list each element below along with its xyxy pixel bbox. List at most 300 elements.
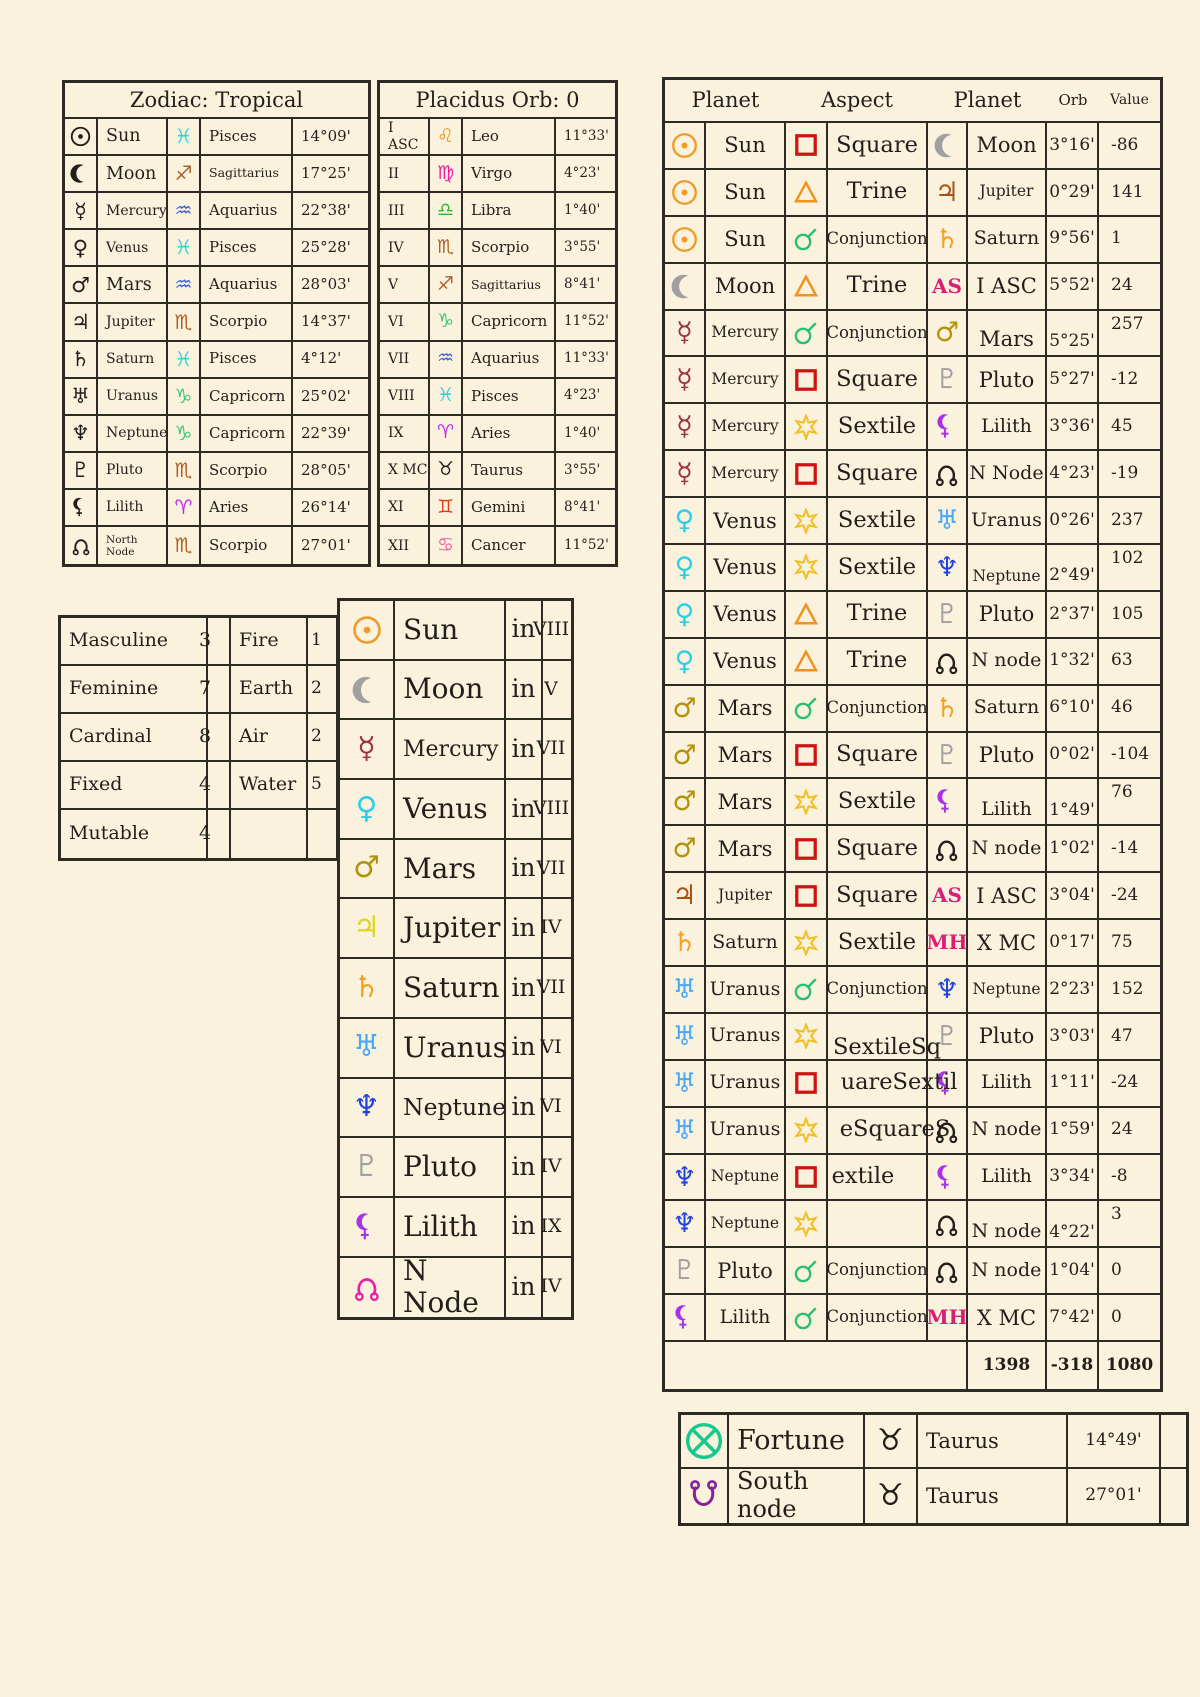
aspect-p1-name-cell: [706, 779, 786, 826]
venus-icon: ♀: [674, 645, 695, 677]
aspect-p2-glyph-cell: [928, 451, 968, 498]
house-numeral-label: VIII: [532, 617, 570, 640]
mars-icon: ♂: [672, 692, 697, 724]
planet-name-label: N node: [971, 1219, 1042, 1242]
planet-name-label: Uranus: [106, 388, 159, 405]
aspect-p2-glyph-cell: [928, 733, 968, 780]
planet-name-label: Lilith: [981, 1165, 1032, 1188]
uranus-icon: ♅: [672, 1114, 697, 1146]
planet-name-label: Lilith: [981, 797, 1032, 820]
house-label: XI: [388, 499, 404, 516]
aspect-p2-glyph-cell: [928, 1295, 968, 1342]
planet-name-label: N Node: [969, 461, 1044, 484]
aspect-p1-name-cell: [706, 311, 786, 358]
planet-name-label: Moon: [976, 133, 1037, 158]
degree-label: 17°25': [301, 164, 351, 183]
neptune-icon: ♆: [672, 1161, 697, 1193]
aspect-value-cell: [1099, 357, 1160, 404]
square-icon: [793, 461, 819, 487]
zodiac-degree-cell: [293, 379, 368, 416]
element-label-cell: [231, 810, 308, 858]
aspect-label: Square: [836, 881, 918, 908]
element-label-cell: [231, 666, 308, 714]
sign-name-label: Leo: [471, 126, 499, 145]
aspect-label: Trine: [846, 178, 908, 205]
aspect-orb-cell: [1047, 217, 1099, 264]
aspect-icon-cell: [786, 920, 828, 967]
trine-icon: [793, 601, 819, 627]
aspect-value-cell: [1099, 920, 1160, 967]
neptune-icon: ♆: [934, 551, 960, 583]
sextile-icon: [793, 1117, 819, 1143]
zodiac-title-label: Zodiac: Tropical: [129, 87, 304, 112]
house-sign-glyph-cell: [430, 453, 463, 490]
point-name-cell: [729, 1469, 865, 1523]
element-count: 2: [311, 726, 322, 747]
placement-planet-name-cell: [395, 1138, 506, 1198]
aspect-p2-name-cell: [968, 170, 1047, 217]
scorpio-icon: ♏: [174, 309, 193, 334]
aspect-icon-cell: [786, 873, 828, 920]
aspect-label: Square: [836, 131, 918, 158]
degree-label: 4°23': [564, 164, 601, 181]
degree-label: 22°38': [301, 201, 351, 220]
aspect-orb-cell: [1047, 1201, 1099, 1248]
placement-house-cell: [540, 899, 571, 959]
aspect-label: Trine: [846, 272, 908, 299]
zodiac-planet-name-cell: [98, 453, 168, 490]
aspect-p1-glyph-cell: [665, 1295, 706, 1342]
modality-count-cell: [199, 714, 231, 762]
modality-count-cell: [199, 762, 231, 810]
placement-house-cell: [532, 601, 571, 661]
in-label: in: [511, 1211, 536, 1241]
aspect-name-cell: [828, 1248, 928, 1295]
house-degree-cell: [556, 304, 615, 341]
modality-count-cell: [199, 810, 231, 858]
planet-name-label: Sun: [724, 180, 766, 205]
zodiac-sign-name-cell: [201, 156, 293, 193]
sextile-icon: [793, 1023, 819, 1049]
jupiter-icon: ♃: [353, 910, 380, 946]
pisces-icon: ♓: [174, 124, 193, 149]
placidus-houses-table: [377, 80, 618, 567]
leo-icon: ♌: [436, 124, 455, 147]
aspect-label: extile: [831, 1163, 895, 1190]
house-sign-glyph-cell: [430, 379, 463, 416]
square-icon: [793, 132, 819, 158]
aspect-icon-cell: [786, 639, 828, 686]
degree-label: 27°01': [1085, 1485, 1142, 1506]
planet-name-label: Neptune: [710, 1167, 780, 1186]
placement-glyph-cell: [340, 601, 395, 661]
aspect-label: Conjunction: [826, 1260, 928, 1280]
zodiac-sign-name-cell: [201, 119, 293, 156]
point-sign-glyph-cell: [865, 1415, 918, 1469]
lilith-icon: [675, 1304, 694, 1331]
aspect-label: Sextile: [837, 553, 917, 580]
aspect-value-cell: [1099, 1108, 1160, 1155]
aspect-value: 47: [1111, 1025, 1133, 1046]
aspect-orb-cell: [1047, 404, 1099, 451]
pluto-icon: ♇: [71, 458, 90, 483]
fortune-southnode-table: [678, 1412, 1189, 1526]
sun-icon: [671, 226, 698, 253]
aspect-p2-glyph-cell: [928, 404, 968, 451]
aspect-icon-cell: [786, 592, 828, 639]
sign-name-label: Aquarius: [471, 349, 540, 368]
degree-label: 28°05': [301, 460, 351, 479]
aspect-name-cell: [828, 592, 928, 639]
point-name-label: South node: [737, 1467, 809, 1523]
planet-name-label: N node: [971, 1258, 1042, 1281]
aspect-p2-name-cell: [968, 1201, 1047, 1248]
zodiac-sign-glyph-cell: [168, 156, 201, 193]
placement-planet-name-cell: [395, 661, 506, 721]
planet-name-label: Mars: [717, 836, 773, 861]
conjunction-icon: [793, 226, 819, 252]
aspect-label: Square: [836, 459, 918, 486]
point-sign-name-cell: [918, 1469, 1068, 1523]
degree-label: 8°41': [564, 498, 601, 515]
planet-name-label: Jupiter: [979, 182, 1034, 201]
house-degree-cell: [556, 453, 615, 490]
orb-value: 0°29': [1049, 181, 1095, 202]
aspect-value-cell: [1099, 545, 1160, 592]
lilith-icon: [356, 1212, 377, 1242]
aspect-p1-glyph-cell: [665, 264, 706, 311]
virgo-icon: ♍: [436, 161, 455, 184]
venus-icon: ♀: [674, 598, 695, 630]
zodiac-planet-name-cell: [98, 230, 168, 267]
planet-name-label: Mercury: [711, 463, 779, 482]
libra-icon: ♎: [436, 198, 455, 221]
zodiac-planet-glyph-cell: [65, 230, 98, 267]
planet-name-label: North Node: [106, 533, 138, 558]
degree-label: 4°12': [301, 349, 342, 368]
zodiac-sign-glyph-cell: [168, 267, 201, 304]
aspect-name-cell: [828, 826, 928, 873]
in-label: in: [511, 674, 536, 704]
zodiac-sign-name-cell: [201, 193, 293, 230]
sextile-icon: [793, 508, 819, 534]
pisces-icon: ♓: [174, 235, 193, 260]
cancer-icon: ♋: [436, 533, 455, 556]
planet-name-label: Venus: [713, 508, 777, 533]
jupiter-icon: ♃: [71, 309, 90, 334]
aspect-p2-glyph-cell: [928, 920, 968, 967]
aspect-orb-cell: [1047, 1061, 1099, 1108]
house-numeral-label: VII: [536, 856, 566, 879]
aspect-label: Square: [836, 834, 918, 861]
placement-planet-name-cell: [395, 1019, 506, 1079]
degree-label: 25°02': [301, 386, 351, 405]
aspect-p1-glyph-cell: [665, 311, 706, 358]
degree-label: 1°40': [564, 201, 601, 218]
sign-name-label: Taurus: [471, 460, 523, 479]
aspect-p2-name-cell: [968, 826, 1047, 873]
sun-icon: [671, 179, 698, 206]
zodiac-degree-cell: [293, 193, 368, 230]
mercury-icon: ☿: [676, 458, 693, 490]
placement-planet-name-cell: [395, 1254, 506, 1320]
aspect-name-cell: [828, 920, 928, 967]
aspects-header-planet1: [665, 80, 786, 123]
aspect-value-cell: [1099, 826, 1160, 873]
aspect-p1-glyph-cell: [665, 592, 706, 639]
orb-value: 0°02': [1049, 744, 1095, 765]
degree-label: 1°40': [564, 424, 601, 441]
uranus-icon: ♅: [934, 505, 960, 537]
orb-value: 1°04': [1049, 1260, 1095, 1281]
planet-name-label: Sun: [724, 133, 766, 158]
orb-value: 5°27': [1049, 369, 1095, 390]
sextile-icon: [793, 930, 819, 956]
aspect-name-cell: [828, 686, 928, 733]
planet-name-label: I ASC: [976, 274, 1037, 299]
degree-label: 11°33': [564, 350, 609, 367]
aquarius-icon: ♒: [436, 347, 455, 370]
jupiter-icon: ♃: [672, 880, 697, 912]
orb-value: 2°49': [1049, 565, 1095, 586]
house-numeral-label: VII: [536, 976, 566, 999]
in-label: in: [511, 1272, 536, 1302]
house-sign-name-cell: [463, 416, 556, 453]
orb-value: 3°04': [1049, 884, 1095, 905]
zodiac-planet-name-cell: [98, 527, 168, 564]
aspect-value-cell: [1099, 873, 1160, 920]
aspect-name-cell: [828, 1201, 928, 1248]
zodiac-planet-glyph-cell: [65, 342, 98, 379]
aspect-value: 152: [1111, 978, 1144, 999]
aspect-p2-glyph-cell: [928, 592, 968, 639]
house-degree-cell: [556, 527, 615, 564]
lilith-icon: [937, 413, 956, 440]
sign-name-label: Capricorn: [209, 423, 286, 442]
n-node-icon: [935, 460, 958, 487]
aspect-label: Sextile: [837, 412, 917, 439]
sign-name-label: Libra: [471, 201, 512, 220]
header-planet2-label: Planet: [953, 88, 1022, 113]
aspect-p1-glyph-cell: [665, 498, 706, 545]
aspect-orb-cell: [1047, 357, 1099, 404]
house-sign-glyph-cell: [430, 119, 463, 156]
zodiac-planet-glyph-cell: [65, 119, 98, 156]
placement-house-cell: [540, 1258, 571, 1318]
zodiac-sign-name-cell: [201, 304, 293, 341]
in-label: in: [511, 1091, 536, 1121]
zodiac-degree-cell: [293, 267, 368, 304]
aspect-label: uareSextil: [840, 1069, 958, 1096]
sign-name-label: Taurus: [926, 1483, 999, 1508]
house-label-cell: [380, 379, 430, 416]
aspect-label: Conjunction: [826, 978, 928, 998]
modality-label-cell: [61, 714, 208, 762]
aspect-p1-glyph-cell: [665, 1108, 706, 1155]
house-numeral-label: V: [544, 677, 558, 700]
jupiter-icon: ♃: [934, 176, 960, 208]
venus-icon: ♀: [355, 790, 378, 826]
degree-label: 14°37': [301, 312, 351, 331]
placement-house-cell: [536, 959, 571, 1019]
aspect-p1-name-cell: [706, 873, 786, 920]
aspect-value: -24: [1111, 1072, 1139, 1093]
house-sign-glyph-cell: [430, 156, 463, 193]
aspect-p2-glyph-cell: [928, 545, 968, 592]
zodiac-degree-cell: [293, 453, 368, 490]
point-name-label: Fortune: [737, 1425, 846, 1457]
sign-name-label: Aries: [471, 423, 511, 442]
zodiac-planet-glyph-cell: [65, 416, 98, 453]
aspect-icon-cell: [786, 1201, 828, 1248]
aspect-orb-cell: [1047, 967, 1099, 1014]
aspect-value-cell: [1099, 1201, 1160, 1248]
lilith-icon: [937, 1164, 956, 1191]
aspect-label: Square: [836, 365, 918, 392]
in-label: in: [511, 1151, 536, 1181]
aspect-name-cell: [828, 311, 928, 358]
planet-name-label: I ASC: [976, 883, 1037, 908]
house-numeral-label: IV: [540, 916, 562, 939]
house-sign-glyph-cell: [430, 193, 463, 230]
aspect-p2-glyph-cell: [928, 170, 968, 217]
total-value: -318: [1050, 1354, 1094, 1375]
aspect-p1-name-cell: [706, 1108, 786, 1155]
aspect-p1-name-cell: [706, 826, 786, 873]
aspect-p2-name-cell: [968, 920, 1047, 967]
house-label-cell: [380, 230, 430, 267]
point-spacer-cell: [1161, 1415, 1186, 1469]
planet-name-label: Venus: [713, 602, 777, 627]
angle-prefix-label: MH: [926, 930, 968, 955]
zodiac-planet-glyph-cell: [65, 527, 98, 564]
placement-house-cell: [532, 780, 571, 840]
aspect-value-cell: [1099, 217, 1160, 264]
aspect-value: 141: [1111, 181, 1144, 202]
placement-house-cell: [540, 1198, 571, 1258]
orb-value: 0°26': [1049, 509, 1095, 530]
zodiac-title: [65, 83, 368, 119]
zodiac-planet-glyph-cell: [65, 490, 98, 527]
planet-name-label: N Node: [403, 1254, 479, 1320]
aspect-p1-name-cell: [706, 264, 786, 311]
trine-icon: [793, 179, 819, 205]
aspect-p2-name-cell: [968, 733, 1047, 780]
planet-name-label: Pluto: [978, 602, 1035, 627]
aspect-p1-glyph-cell: [665, 1201, 706, 1248]
modality-count: 7: [199, 677, 212, 700]
sign-name-label: Virgo: [471, 164, 513, 183]
planet-name-label: Neptune: [403, 1092, 507, 1121]
house-label: X MC: [388, 462, 428, 479]
square-icon: [793, 836, 819, 862]
degree-label: 26°14': [301, 497, 351, 516]
placement-glyph-cell: [340, 1198, 395, 1258]
aspect-value: 3: [1111, 1204, 1122, 1225]
aspect-p1-glyph-cell: [665, 779, 706, 826]
aspect-orb-cell: [1047, 1155, 1099, 1202]
sign-name-label: Capricorn: [209, 386, 286, 405]
planet-name-label: Mercury: [106, 202, 167, 219]
taurus-icon: ♉: [877, 1422, 904, 1458]
conjunction-icon: [793, 1258, 819, 1284]
aspect-orb-cell: [1047, 451, 1099, 498]
aspect-p1-name-cell: [706, 639, 786, 686]
planet-name-label: Pluto: [978, 742, 1035, 767]
house-degree-cell: [556, 416, 615, 453]
sign-name-label: Taurus: [926, 1428, 999, 1453]
pluto-icon: ♇: [672, 1255, 697, 1287]
aspect-name-cell: [828, 967, 928, 1014]
aspect-orb-cell: [1047, 1108, 1099, 1155]
zodiac-planet-name-cell: [98, 193, 168, 230]
aspect-name-cell: [828, 1155, 928, 1202]
aspect-name-cell: [828, 404, 928, 451]
house-label-cell: [380, 490, 430, 527]
aspect-p1-name-cell: [706, 357, 786, 404]
degree-label: 14°49': [1085, 1430, 1142, 1451]
aspect-value-cell: [1099, 123, 1160, 170]
zodiac-sign-glyph-cell: [168, 490, 201, 527]
aspect-orb-cell: [1047, 264, 1099, 311]
aspect-p2-name-cell: [968, 967, 1047, 1014]
aspect-value: 0: [1111, 1260, 1122, 1281]
house-sign-name-cell: [463, 230, 556, 267]
mars-icon: ♂: [71, 272, 90, 297]
moon-icon: [70, 163, 91, 184]
lilith-icon: [937, 788, 956, 815]
modality-label-cell: [61, 810, 208, 858]
element-count-cell: [308, 666, 336, 714]
house-label: XII: [388, 537, 410, 554]
placement-glyph-cell: [340, 1079, 395, 1139]
sagittarius-icon: ♐: [436, 273, 455, 295]
sign-name-label: Scorpio: [209, 312, 268, 331]
aspect-p2-name-cell: [968, 873, 1047, 920]
square-icon: [793, 742, 819, 768]
scorpio-icon: ♏: [436, 235, 455, 258]
aspect-p2-glyph-cell: [928, 264, 968, 311]
aspect-icon-cell: [786, 311, 828, 358]
aspect-p2-glyph-cell: [928, 311, 968, 358]
aspect-value: -8: [1111, 1166, 1128, 1187]
placement-house-cell: [543, 661, 571, 721]
aspect-p2-name-cell: [968, 123, 1047, 170]
aspects-header-value: [1099, 80, 1160, 123]
planet-name-label: Pluto: [403, 1149, 477, 1183]
zodiac-planet-glyph-cell: [65, 453, 98, 490]
aspect-p1-glyph-cell: [665, 920, 706, 967]
aspect-name-cell: [828, 779, 928, 826]
orb-value: 4°22': [1049, 1221, 1095, 1242]
house-label-cell: [380, 304, 430, 341]
n-node-icon: [935, 1210, 958, 1237]
conjunction-icon: [793, 1305, 819, 1331]
placement-planet-name-cell: [395, 959, 506, 1019]
orb-value: 1°02': [1049, 838, 1095, 859]
degree-label: 22°39': [301, 423, 351, 442]
neptune-icon: ♆: [353, 1089, 380, 1125]
zodiac-sign-name-cell: [201, 379, 293, 416]
aspect-p1-glyph-cell: [665, 826, 706, 873]
neptune-icon: ♆: [71, 421, 90, 446]
aspect-icon-cell: [786, 1155, 828, 1202]
aspect-p2-name-cell: [968, 545, 1047, 592]
angle-prefix-label: AS: [932, 883, 962, 908]
orb-value: 1°11': [1049, 1072, 1095, 1093]
mars-icon: ♂: [672, 786, 697, 818]
aspect-icon-cell: [786, 404, 828, 451]
